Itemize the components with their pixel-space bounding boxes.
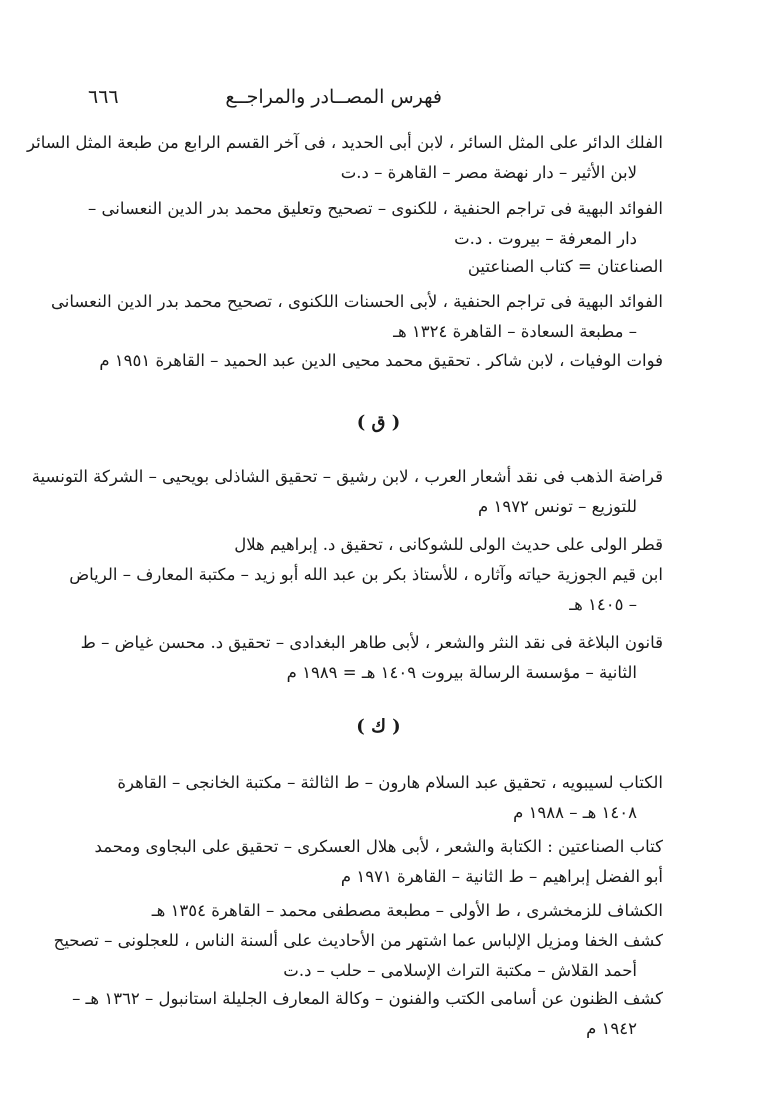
entry-line: الثانية – مؤسسة الرسالة بيروت ١٤٠٩ هـ = ١٩٨٩ م <box>286 663 637 682</box>
bibliography-entry <box>70 252 663 282</box>
entry-line: الكتاب لسيبويه ، تحقيق عبد السلام هارون – ط الثالثة – مكتبة الخانجى – القاهرة <box>117 773 663 792</box>
entry-line: كشف الظنون عن أسامى الكتب والفنون – وكالة المعارف الجليلة استانبول – ١٣٦٢ هـ – <box>72 989 663 1008</box>
entry-line: – ١٤٠٥ هـ <box>569 595 637 614</box>
entry-line: الفوائد البهية فى تراجم الحنفية ، لأبى الحسنات اللكنوى ، تصحيح محمد بدر الدين النعسانى <box>51 292 663 311</box>
bibliography-entry <box>70 832 663 892</box>
entry-line: – مطبعة السعادة – القاهرة ١٣٢٤ هـ <box>393 322 637 341</box>
bibliography-entry <box>70 628 663 688</box>
bibliography-entry <box>51 287 663 347</box>
running-title: فهرس المصــادر والمراجــع <box>225 86 442 108</box>
bibliography-entry <box>70 560 663 620</box>
entry-line: أبو الفضل إبراهيم – ط الثانية – القاهرة ١٩٧١ م <box>340 867 663 886</box>
entry-line: قطر الولى على حديث الولى للشوكانى ، تحقيق د. إبراهيم هلال <box>234 535 663 554</box>
entry-line: كتاب الصناعتين : الكتابة والشعر ، لأبى هلال العسكرى – تحقيق على البجاوى ومحمد <box>94 837 663 856</box>
entry-line: للتوزيع – تونس ١٩٧٢ م <box>478 497 637 516</box>
entry-line: الصناعتان = كتاب الصناعتين <box>467 257 663 276</box>
entry-line: قراضة الذهب فى نقد أشعار العرب ، لابن رشيق – تحقيق الشاذلى بويحيى – الشركة التونسية <box>31 467 663 486</box>
entry-line: كشف الخفا ومزيل الإلباس عما اشتهر من الأحاديث على ألسنة الناس ، للعجلونى – تصحيح <box>53 931 663 950</box>
bibliography-entry <box>70 896 663 926</box>
entry-line: دار المعرفة – بيروت . د.ت <box>454 229 637 248</box>
page-number: ٦٦٦ <box>88 86 119 108</box>
entry-line: الفوائد البهية فى تراجم الحنفية ، للكنوى – تصحيح وتعليق محمد بدر الدين النعسانى – <box>87 199 663 218</box>
bibliography-entry <box>70 984 663 1044</box>
bibliography-entry <box>53 926 663 986</box>
bibliography-entry <box>70 768 663 828</box>
entry-line: الفلك الدائر على المثل السائر ، لابن أبى الحديد ، فى آخر القسم الرابع من طبعة المثل السائر <box>27 133 663 152</box>
bibliography-entry <box>31 462 663 522</box>
entry-line: ابن قيم الجوزية حياته وآثاره ، للأستاذ بكر بن عبد الله أبو زيد – مكتبة المعارف – الرياض <box>69 565 663 584</box>
section-heading-qaf: ( ق ) <box>356 412 401 433</box>
page-header <box>70 86 682 116</box>
entry-line: ١٤٠٨ هـ – ١٩٨٨ م <box>513 803 637 822</box>
bibliography-entry <box>27 128 663 188</box>
bibliography-entry <box>70 530 663 560</box>
bibliography-entry <box>70 194 663 254</box>
section-heading-kaf: ( ك ) <box>356 716 401 737</box>
entry-line: الكشاف للزمخشرى ، ط الأولى – مطبعة مصطفى محمد – القاهرة ١٣٥٤ هـ <box>151 901 663 920</box>
bibliography-entry <box>70 346 663 376</box>
entry-line: فوات الوفيات ، لابن شاكر . تحقيق محمد محيى الدين عبد الحميد – القاهرة ١٩٥١ م <box>99 351 663 370</box>
entry-line: قانون البلاغة فى نقد النثر والشعر ، لأبى طاهر البغدادى – تحقيق د. محسن غياض – ط <box>80 633 663 652</box>
entry-line: أحمد القلاش – مكتبة التراث الإسلامى – حلب – د.ت <box>283 961 637 980</box>
entry-line: لابن الأثير – دار نهضة مصر – القاهرة – د.ت <box>340 163 637 182</box>
entry-line: ١٩٤٢ م <box>586 1019 637 1038</box>
